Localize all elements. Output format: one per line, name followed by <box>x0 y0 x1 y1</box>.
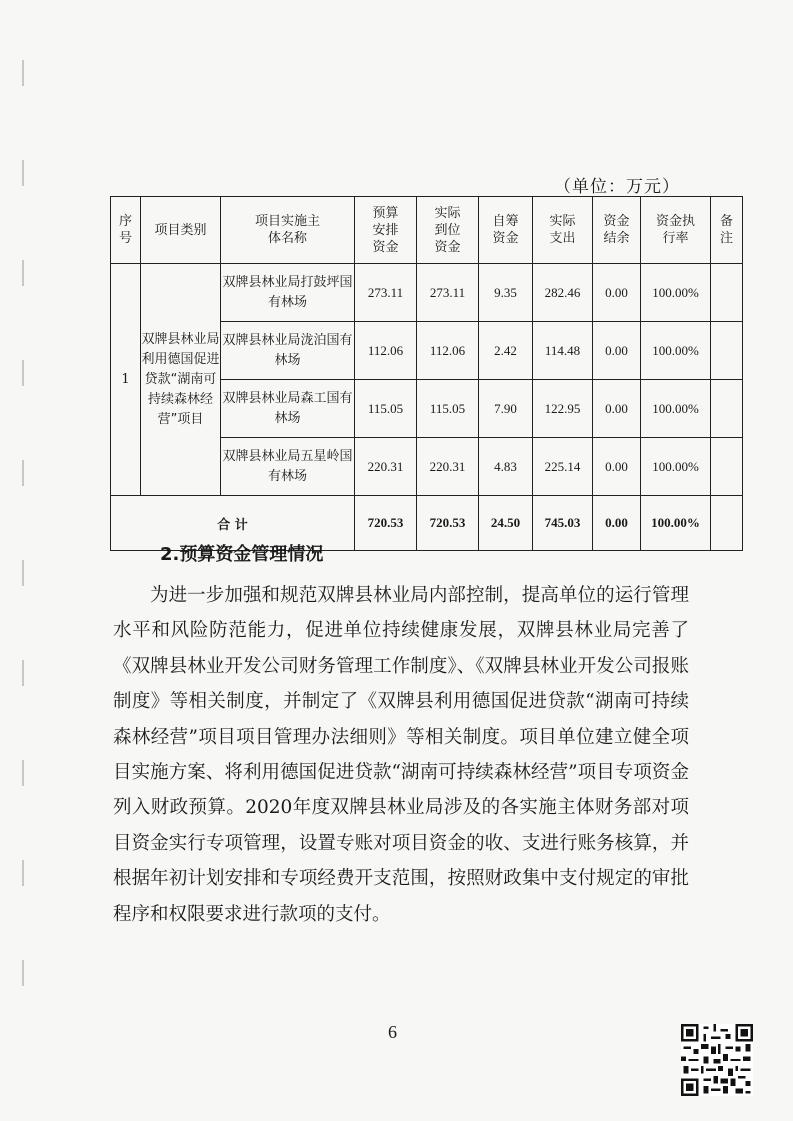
header-seq: 序号 <box>111 197 141 264</box>
qr-code-icon <box>681 1024 753 1096</box>
header-spend: 实际支出 <box>533 197 593 264</box>
total-budget: 720.53 <box>355 496 417 551</box>
fund-table <box>110 196 743 551</box>
rate-cell: 100.00% <box>641 264 711 322</box>
total-self: 24.50 <box>479 496 533 551</box>
total-balance: 0.00 <box>593 496 641 551</box>
balance-cell: 0.00 <box>593 322 641 380</box>
header-budget: 预算安排资金 <box>355 197 417 264</box>
section-title: 2.预算资金管理情况 <box>160 544 324 565</box>
note-cell <box>711 380 743 438</box>
total-actual: 720.53 <box>417 496 479 551</box>
note-cell <box>711 322 743 380</box>
header-self: 自筹资金 <box>479 197 533 264</box>
header-category: 项目类别 <box>141 197 221 264</box>
actual-cell: 220.31 <box>417 438 479 496</box>
self-cell: 9.35 <box>479 264 533 322</box>
seq-cell: 1 <box>111 264 141 496</box>
entity-cell: 双牌县林业局泷泊国有林场 <box>221 322 355 380</box>
total-spend: 745.03 <box>533 496 593 551</box>
rate-cell: 100.00% <box>641 322 711 380</box>
binding-marks <box>22 40 28 1060</box>
self-cell: 7.90 <box>479 380 533 438</box>
header-entity: 项目实施主体名称 <box>221 197 355 264</box>
self-cell: 2.42 <box>479 322 533 380</box>
budget-cell: 112.06 <box>355 322 417 380</box>
actual-cell: 115.05 <box>417 380 479 438</box>
total-label: 合 计 <box>111 496 355 551</box>
budget-cell: 115.05 <box>355 380 417 438</box>
note-cell <box>711 438 743 496</box>
header-rate: 资金执行率 <box>641 197 711 264</box>
entity-cell: 双牌县林业局打鼓坪国有林场 <box>221 264 355 322</box>
table-row <box>111 264 743 322</box>
total-note <box>711 496 743 551</box>
table-header-row <box>111 197 743 264</box>
unit-note: （单位：万元） <box>554 177 680 197</box>
note-cell <box>711 264 743 322</box>
header-balance: 资金结余 <box>593 197 641 264</box>
actual-cell: 273.11 <box>417 264 479 322</box>
entity-cell: 双牌县林业局森工国有林场 <box>221 380 355 438</box>
body-paragraph: 为进一步加强和规范双牌县林业局内部控制，提高单位的运行管理水平和风险防范能力，促进单位持续健康发展，双牌县林业局完善了《双牌县林业开发公司财务管理工作制度》、《双牌县林业开发公司报账制度》等相关制度，并制定了《双牌县利用德国促进贷款“湖南可持续森林经营”项目项目管理办法细则》等相关制度。项目单位建立健全项目实施方案、将利用德国促进贷款“湖南可持续森林经营”项目专项资金列入财政预算。2020年度双牌县林业局涉及的各实施主体财务部对项目资金实行专项管理，设置专账对项目资金的收、支进行账务核算，并根据年初计划安排和专项经费开支范围，按照财政集中支付规定的审批程序和权限要求进行款项的支付。 <box>113 585 689 925</box>
actual-cell: 112.06 <box>417 322 479 380</box>
header-actual: 实际到位资金 <box>417 197 479 264</box>
budget-cell: 273.11 <box>355 264 417 322</box>
balance-cell: 0.00 <box>593 438 641 496</box>
spend-cell: 225.14 <box>533 438 593 496</box>
spend-cell: 282.46 <box>533 264 593 322</box>
spend-cell: 114.48 <box>533 322 593 380</box>
entity-cell: 双牌县林业局五星岭国有林场 <box>221 438 355 496</box>
total-rate: 100.00% <box>641 496 711 551</box>
rate-cell: 100.00% <box>641 380 711 438</box>
self-cell: 4.83 <box>479 438 533 496</box>
rate-cell: 100.00% <box>641 438 711 496</box>
spend-cell: 122.95 <box>533 380 593 438</box>
category-cell: 双牌县林业局利用德国促进贷款“湖南可持续森林经营”项目 <box>141 264 221 496</box>
balance-cell: 0.00 <box>593 264 641 322</box>
header-note: 备注 <box>711 197 743 264</box>
budget-cell: 220.31 <box>355 438 417 496</box>
balance-cell: 0.00 <box>593 380 641 438</box>
page-number: 6 <box>388 1022 397 1042</box>
